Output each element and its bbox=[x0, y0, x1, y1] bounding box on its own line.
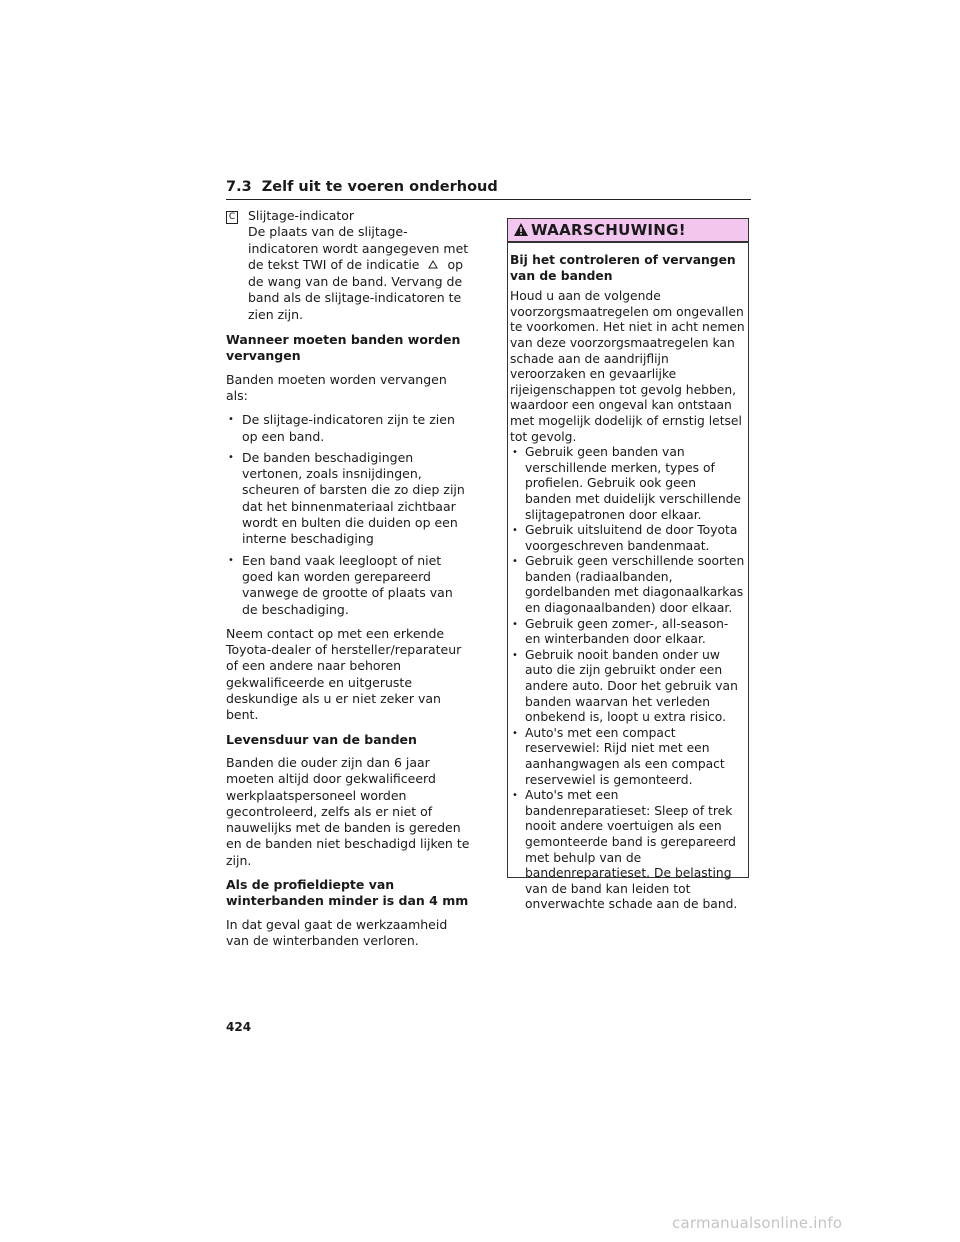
wear-indicator-title: Slijtage-indicator bbox=[248, 208, 355, 223]
list-item: • Gebruik uitsluitend de door Toyota voorgeschreven bandenmaat. bbox=[510, 523, 746, 554]
page-number: 424 bbox=[226, 1020, 252, 1034]
list-item: • Gebruik geen zomer-, all-season- en winterbanden door elkaar. bbox=[510, 617, 746, 648]
list-item: • De banden beschadigingen vertonen, zoals insnijdingen, scheuren of barsten die zo diep zijn dat het binnenmateriaal zichtbaar wordt en bulten die duiden op een interne beschadiging bbox=[226, 450, 471, 548]
list-item: • Een band vaak leegloopt of niet goed kan worden gerepareerd vanwege de grootte of plaats van de beschadiging. bbox=[226, 553, 471, 618]
tire-life-heading: Levensduur van de banden bbox=[226, 731, 417, 747]
warning-title-bar bbox=[508, 219, 748, 243]
wear-indicator-description bbox=[248, 224, 471, 323]
contact-paragraph: Neem contact op met een erkende Toyota-dealer of hersteller/reparateur of een andere naar behoren gekwalificeerde en uitgeruste deskundige als u er niet zeker van bent. bbox=[226, 625, 462, 723]
warning-title: WAARSCHUWING! bbox=[531, 221, 686, 239]
left-column bbox=[226, 208, 471, 957]
list-item: • Gebruik nooit banden onder uw auto die zijn gebruikt onder een andere auto. Door het gebruik van banden waarvan het verleden onbekend is, loopt u extra risico. bbox=[510, 648, 746, 726]
section-title: Zelf uit te voeren onderhoud bbox=[261, 179, 498, 195]
wear-indicator-desc-end: op de wang van de band. Vervang de band als de slijtage-indicatoren te zien zijn. bbox=[248, 256, 464, 322]
when-replace-heading: Wanneer moeten banden worden vervangen bbox=[226, 332, 461, 364]
winter-tire-heading: Als de profieldiepte van winterbanden minder is dan 4 mm bbox=[226, 876, 469, 909]
list-item: • Auto's met een bandenreparatieset: Sleep of trek nooit andere voertuigen als een gemonteerde band is gerepareerd met behulp van de bandenreparatieset. De belasting van de band kan leiden tot onverwachte schade aan de band. bbox=[510, 788, 746, 913]
triangle-icon bbox=[423, 258, 443, 274]
warning-box bbox=[507, 218, 749, 912]
list-item: • De slijtage-indicatoren zijn te zien op een band. bbox=[226, 412, 471, 445]
warning-icon bbox=[513, 222, 529, 237]
warning-heading: Bij het controleren of vervangen van de banden bbox=[510, 253, 736, 283]
section-header bbox=[226, 178, 751, 200]
list-item: • Gebruik geen banden van verschillende merken, types of profielen. Gebruik ook geen banden met duidelijk verschillende slijtagepatronen door elkaar. bbox=[510, 445, 746, 523]
tire-life-paragraph: Banden die ouder zijn dan 6 jaar moeten altijd door gekwalificeerd werkplaatspersoneel worden gecontroleerd, zelfs als er niet of nauwelijks met de banden is gereden en de banden niet beschadigd lijken te zijn. bbox=[226, 754, 470, 868]
list-item: • Gebruik geen verschillende soorten banden (radiaalbanden, gordelbanden met diagonaalkarkas en diagonaalbanden) door elkaar. bbox=[510, 554, 746, 616]
list-item: • Auto's met een compact reservewiel: Rijd niet met een aanhangwagen als een compact reservewiel is gemonteerd. bbox=[510, 726, 746, 788]
winter-tire-paragraph: In dat geval gaat de werkzaamheid van de winterbanden verloren. bbox=[226, 916, 448, 948]
when-replace-list bbox=[226, 412, 471, 618]
warning-intro: Houd u aan de volgende voorzorgsmaatregelen om ongevallen te voorkomen. Het niet in acht nemen van deze voorzorgsmaatregelen kan schade aan de aandrijflijn veroorzaken en gevaarlijke rijeigenschappen tot gevolg hebben, waardoor een ongeval kan ontstaan met mogelijk dodelijk of ernstig letsel tot gevolg. bbox=[510, 289, 745, 444]
wear-indicator-desc-start: De plaats van de slijtage-indicatoren wordt aangegeven met de tekst TWI of de indicatie bbox=[248, 224, 469, 272]
callout-letter-c: C bbox=[226, 211, 238, 224]
watermark: carmanualsonline.info bbox=[672, 1214, 843, 1232]
wear-indicator-item bbox=[226, 208, 471, 323]
warning-body bbox=[508, 243, 748, 913]
when-replace-intro: Banden moeten worden vervangen als: bbox=[226, 371, 447, 403]
warning-list bbox=[510, 445, 746, 913]
section-number: 7.3 bbox=[226, 179, 252, 195]
